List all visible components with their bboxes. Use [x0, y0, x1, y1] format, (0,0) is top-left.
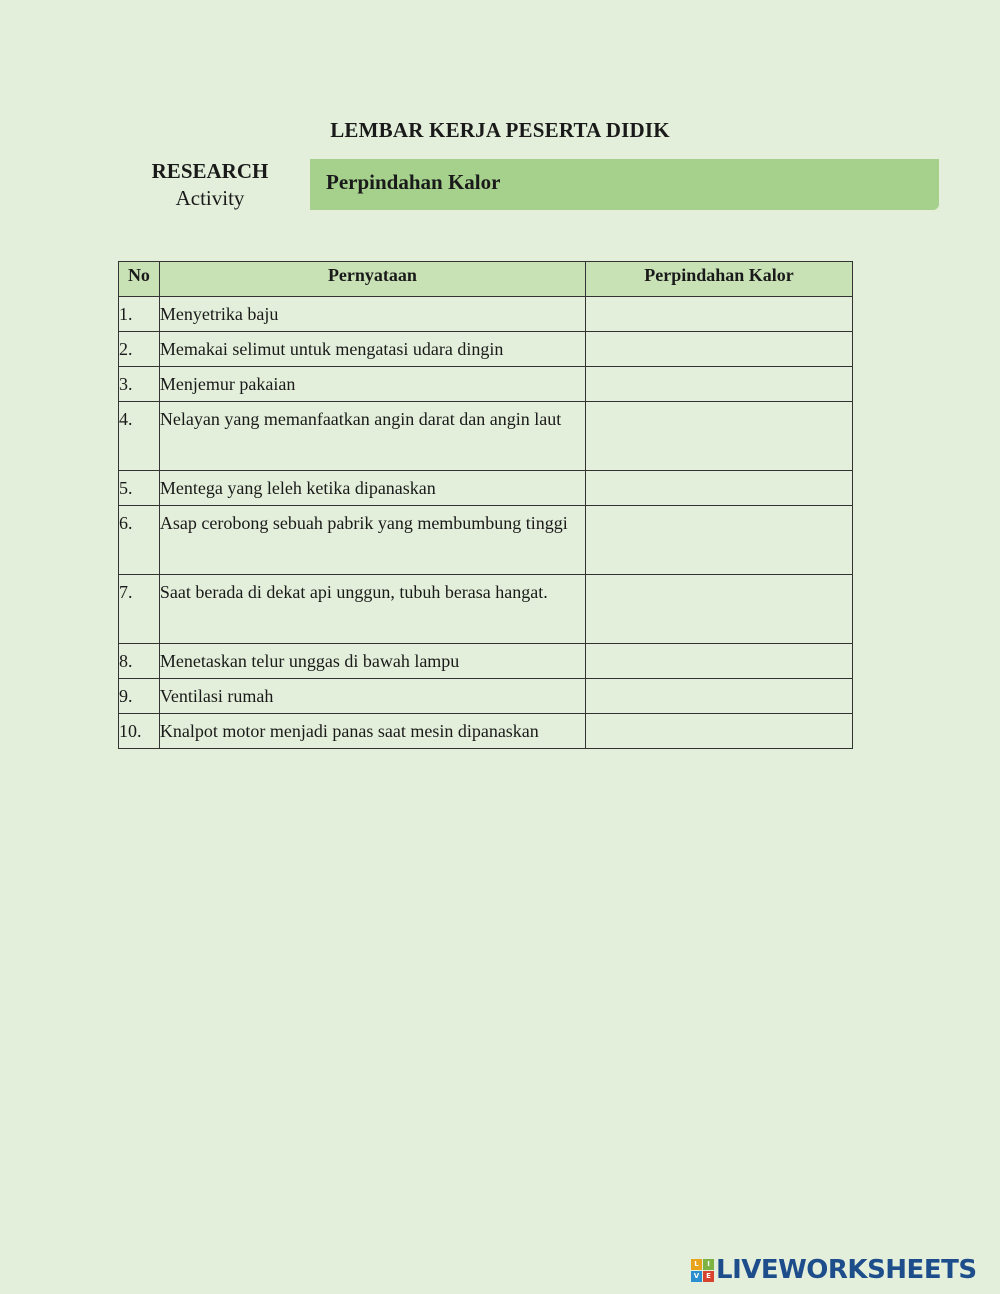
worksheet-title: LEMBAR KERJA PESERTA DIDIK — [330, 118, 670, 142]
answer-cell[interactable] — [585, 714, 852, 749]
answer-cell[interactable] — [585, 297, 852, 332]
table-header-row — [119, 262, 853, 297]
row-statement: Memakai selimut untuk mengatasi udara dingin — [159, 332, 585, 367]
row-number: 2. — [119, 332, 160, 367]
liveworksheets-wordmark: LIVEWORKSHEETS — [716, 1255, 977, 1285]
row-number: 4. — [119, 402, 160, 471]
answer-cell[interactable] — [585, 506, 852, 575]
answer-cell[interactable] — [585, 575, 852, 644]
topic-banner: Perpindahan Kalor — [310, 159, 939, 210]
row-number: 1. — [119, 297, 160, 332]
table-row — [119, 644, 853, 679]
row-statement: Nelayan yang memanfaatkan angin darat dan angin laut — [159, 402, 585, 471]
row-number: 3. — [119, 367, 160, 402]
row-number: 8. — [119, 644, 160, 679]
table-row — [119, 402, 853, 471]
table-row — [119, 367, 853, 402]
table-row — [119, 471, 853, 506]
row-statement: Ventilasi rumah — [159, 679, 585, 714]
answer-cell[interactable] — [585, 402, 852, 471]
statement-table — [118, 261, 853, 749]
table-row — [119, 679, 853, 714]
answer-cell[interactable] — [585, 679, 852, 714]
header-no: No — [119, 262, 160, 297]
table-row — [119, 297, 853, 332]
row-statement: Menyetrika baju — [159, 297, 585, 332]
row-statement: Asap cerobong sebuah pabrik yang membumbung tinggi — [159, 506, 585, 575]
header-answer: Perpindahan Kalor — [585, 262, 852, 297]
row-statement: Saat berada di dekat api unggun, tubuh berasa hangat. — [159, 575, 585, 644]
row-statement: Menetaskan telur unggas di bawah lampu — [159, 644, 585, 679]
row-number: 10. — [119, 714, 160, 749]
liveworksheets-grid-icon: L I V E — [691, 1259, 713, 1281]
row-number: 5. — [119, 471, 160, 506]
answer-cell[interactable] — [585, 644, 852, 679]
answer-cell[interactable] — [585, 471, 852, 506]
header-statement: Pernyataan — [159, 262, 585, 297]
row-statement: Knalpot motor menjadi panas saat mesin dipanaskan — [159, 714, 585, 749]
answer-cell[interactable] — [585, 367, 852, 402]
activity-label: Activity — [175, 186, 245, 210]
table-row — [119, 575, 853, 644]
research-activity-label — [130, 158, 290, 212]
table-row — [119, 714, 853, 749]
table-row — [119, 506, 853, 575]
answer-cell[interactable] — [585, 332, 852, 367]
liveworksheets-logo — [691, 1256, 977, 1284]
research-label: RESEARCH — [151, 159, 269, 183]
row-number: 6. — [119, 506, 160, 575]
table-row — [119, 332, 853, 367]
row-number: 7. — [119, 575, 160, 644]
row-number: 9. — [119, 679, 160, 714]
row-statement: Mentega yang leleh ketika dipanaskan — [159, 471, 585, 506]
row-statement: Menjemur pakaian — [159, 367, 585, 402]
